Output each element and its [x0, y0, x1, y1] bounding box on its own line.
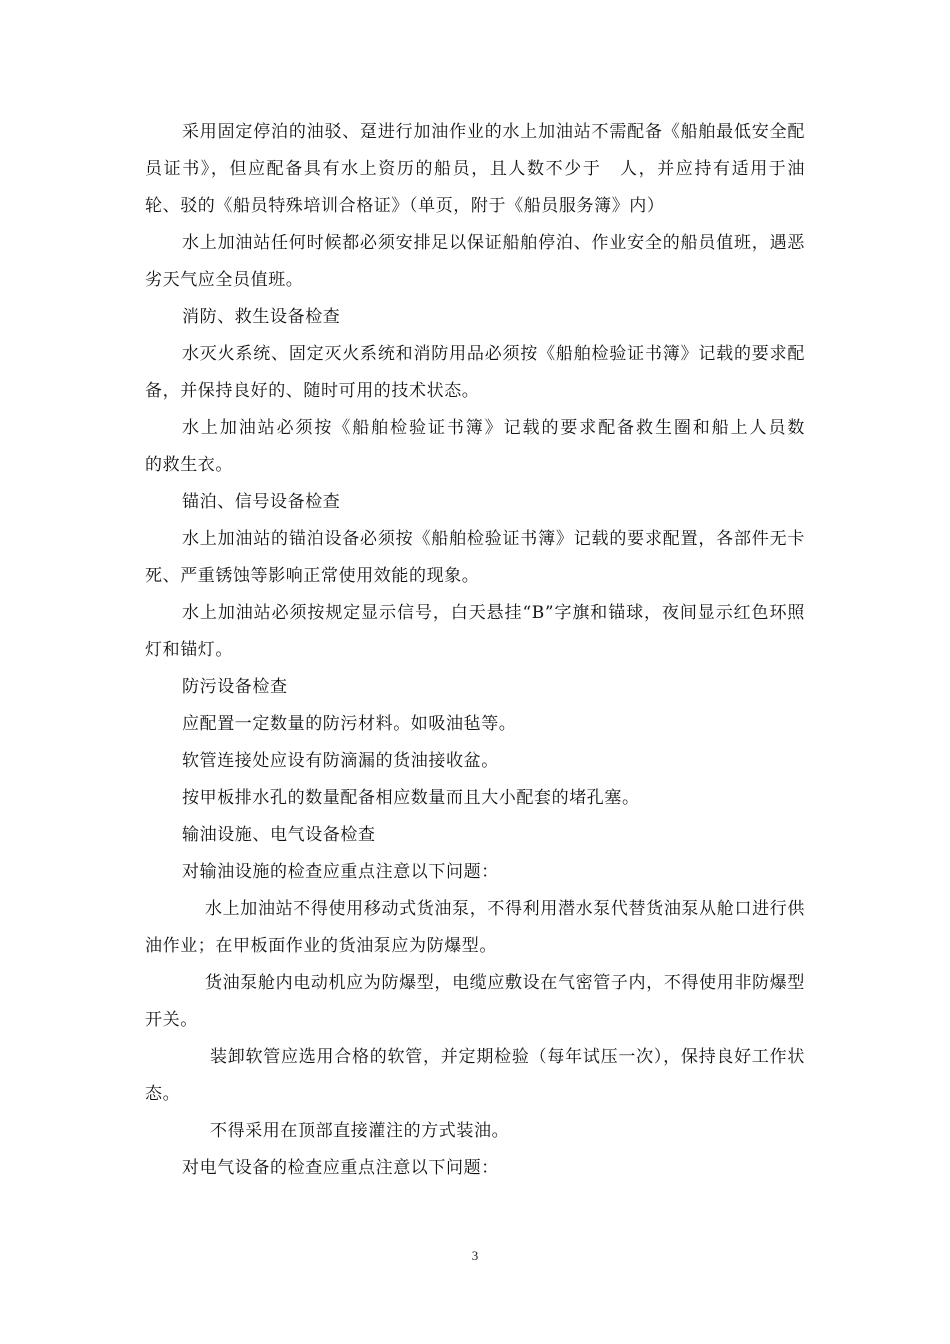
section-heading-pollution-prevention: 防污设备检查 [182, 677, 288, 697]
paragraph-pollution-materials: 应配置一定数量的防污材料。如吸油毡等。 [182, 714, 517, 734]
paragraph-anchoring: 水上加油站的锚泊设备必须按《船舶检验证书簿》记载的要求配置，各部件无卡死、严重锈蚀等影响正常使用效能的现象。 [145, 529, 805, 586]
paragraph-hoses: 装卸软管应选用合格的软管，并定期检验（每年试压一次），保持良好工作状态。 [145, 1047, 805, 1104]
paragraph-lifesaving: 水上加油站必须按《船舶检验证书簿》记载的要求配备救生圈和船上人员数 的救生衣。 [145, 418, 841, 475]
paragraph-staffing: 采用固定停泊的油驳、趸进行加油作业的水上加油站不需配备《船舶最低安全配员证书》，但应配备具有水上资历的船员，且人数不少于 人，并应持有适用于油轮、驳的《船员特殊培训合格证》（单页，附于《船员服务簿》内） [145, 122, 805, 216]
paragraph-signal: 水上加油站必须按规定显示信号，白天悬挂“B”字旗和锚球，夜间显示红色环照灯和锚灯。 [145, 603, 805, 660]
paragraph-cargo-pump: 水上加油站不得使用移动式货油泵，不得利用潜水泵代替货油泵从舱口进行供油作业；在甲板面作业的货油泵应为防爆型。 [145, 899, 805, 956]
paragraph-top-filling: 不得采用在顶部直接灌注的方式装油。 [210, 1121, 510, 1141]
paragraph-fire-system: 水灭火系统、固定灭火系统和消防用品必须按《船舶检验证书簿》记载的要求配备，并保持良好的、随时可用的技术状态。 [145, 344, 805, 401]
page-number: 3 [471, 1248, 479, 1263]
paragraph-electrical-intro: 对电气设备的检查应重点注意以下问题： [182, 1158, 499, 1178]
paragraph-watchkeeping: 水上加油站任何时候都必须安排足以保证船舶停泊、作业安全的船员值班，遇恶劣天气应全员值班。 [145, 233, 805, 290]
section-heading-transfer-electrical: 输油设施、电气设备检查 [182, 825, 376, 845]
paragraph-transfer-intro: 对输油设施的检查应重点注意以下问题： [182, 862, 499, 882]
paragraph-scupper-plugs: 按甲板排水孔的数量配备相应数量而且大小配套的堵孔塞。 [182, 788, 640, 808]
paragraph-pump-room-motor: 货油泵舱内电动机应为防爆型，电缆应敷设在气密管子内，不得使用非防爆型开关。 [145, 973, 805, 1030]
section-heading-anchoring-signal: 锚泊、信号设备检查 [182, 492, 341, 512]
paragraph-drip-tray: 软管连接处应设有防滴漏的货油接收盆。 [182, 751, 499, 771]
section-heading-fire-lifesaving: 消防、救生设备检查 [182, 307, 341, 327]
